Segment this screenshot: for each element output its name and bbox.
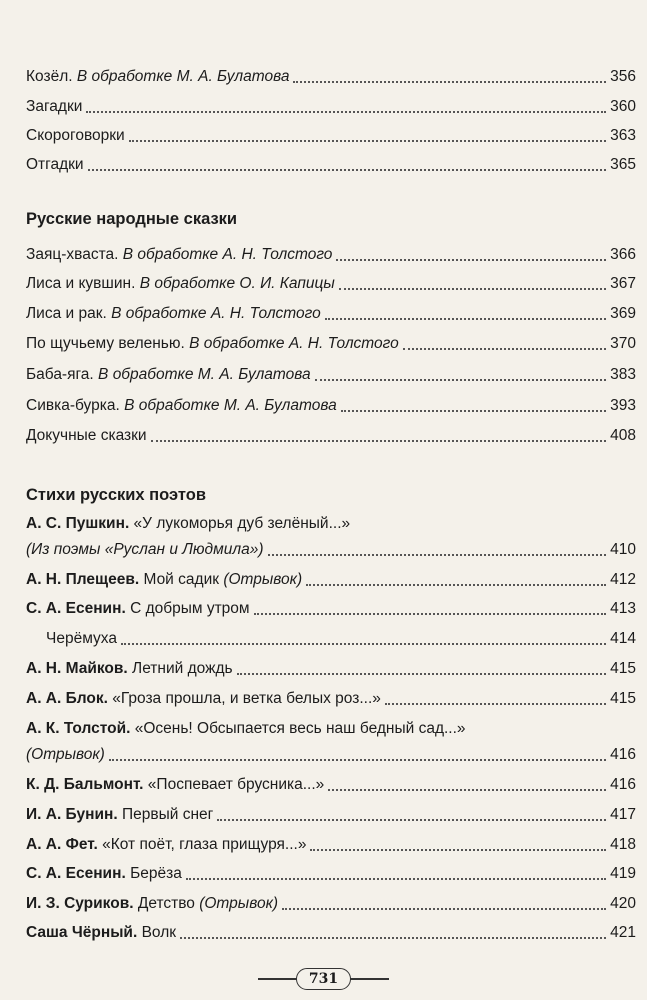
- page-number: 408: [610, 427, 636, 444]
- entry-adaptation: В обработке А. Н. Толстого: [189, 335, 399, 352]
- dot-leader: [339, 288, 606, 290]
- page-number: 415: [610, 690, 636, 707]
- toc-entry-continuation: [26, 745, 636, 765]
- dot-leader: [341, 410, 606, 412]
- entry-title: Заяц-хваста.: [26, 246, 123, 263]
- entry-adaptation: В обработке М. А. Булатова: [98, 366, 311, 383]
- entry-title: «Гроза прошла, и ветка белых роз...»: [107, 690, 381, 707]
- entry-title: Отгадки: [26, 156, 84, 173]
- page-number: 370: [610, 335, 636, 352]
- entry-title: «Кот поёт, глаза прищуря...»: [97, 836, 307, 853]
- dot-leader: [385, 703, 606, 705]
- page-number: 419: [610, 865, 636, 882]
- toc-entry: [26, 864, 636, 884]
- dot-leader: [403, 348, 606, 350]
- dot-leader: [336, 259, 606, 261]
- entry-title: Докучные сказки: [26, 427, 147, 444]
- dot-leader: [217, 819, 606, 821]
- page-number: 360: [610, 98, 636, 115]
- page-number: 393: [610, 397, 636, 414]
- entry-note: (Отрывок): [26, 746, 105, 763]
- toc-entry: [26, 97, 636, 117]
- page-number: 367: [610, 275, 636, 292]
- page-number: 410: [610, 541, 636, 558]
- dot-leader: [88, 169, 607, 171]
- entry-adaptation: В обработке А. Н. Толстого: [122, 246, 333, 263]
- entry-title: «Поспевает брусника...»: [143, 776, 325, 793]
- toc-entry: [26, 719, 636, 739]
- page-number: 356: [610, 68, 636, 85]
- page-folio: [0, 968, 647, 990]
- toc-entry: [26, 334, 636, 354]
- entry-title: Баба-яга.: [26, 366, 99, 383]
- toc-entry: [26, 894, 636, 914]
- entry-source: (Из поэмы «Руслан и Людмила»): [26, 541, 264, 558]
- page-number: 417: [610, 806, 636, 823]
- page-number: 415: [610, 660, 636, 677]
- page-number: 421: [610, 924, 636, 941]
- entry-author: А. А. Фет.: [26, 836, 98, 853]
- entry-title: По щучьему веленью.: [26, 335, 190, 352]
- entry-title: С добрым утром: [125, 600, 250, 617]
- entry-author: С. А. Есенин.: [26, 865, 126, 882]
- entry-author: А. Н. Плещеев.: [26, 571, 140, 588]
- page-number: 416: [610, 746, 636, 763]
- dot-leader: [121, 643, 606, 645]
- page-number: 365: [610, 156, 636, 173]
- folio-number: 731: [296, 968, 351, 990]
- entry-author: С. А. Есенин.: [26, 600, 126, 617]
- dot-leader: [237, 673, 607, 675]
- entry-author: А. А. Блок.: [26, 690, 108, 707]
- page-number: 412: [610, 571, 636, 588]
- entry-title: Волк: [137, 924, 177, 941]
- entry-author: А. К. Толстой.: [26, 720, 131, 737]
- dot-leader: [325, 318, 606, 320]
- toc-entry: [26, 599, 636, 619]
- entry-title: Лиса и рак.: [26, 305, 112, 322]
- page-number: 416: [610, 776, 636, 793]
- toc-entry: [26, 155, 636, 175]
- page-number: 369: [610, 305, 636, 322]
- dot-leader: [254, 613, 607, 615]
- toc-entry: [26, 805, 636, 825]
- page-number: 363: [610, 127, 636, 144]
- toc-entry: [26, 67, 636, 87]
- toc-entry: [26, 126, 636, 146]
- entry-author: И. А. Бунин.: [26, 806, 118, 823]
- section-heading: Русские народные сказки: [26, 210, 238, 228]
- toc-entry: [46, 629, 636, 649]
- entry-title: Детство: [133, 895, 200, 912]
- entry-note: (Отрывок): [199, 895, 279, 912]
- toc-entry: [26, 689, 636, 709]
- dot-leader: [86, 111, 606, 113]
- toc-entry: [26, 570, 636, 590]
- toc-entry: [26, 514, 636, 534]
- page-number: 413: [610, 600, 636, 617]
- dot-leader: [186, 878, 606, 880]
- entry-note: (Отрывок): [223, 571, 303, 588]
- entry-adaptation: В обработке О. И. Капицы: [139, 275, 335, 292]
- entry-author: А. С. Пушкин.: [26, 515, 130, 532]
- page-number: 414: [610, 630, 636, 647]
- entry-author: Саша Чёрный.: [26, 924, 138, 941]
- toc-entry: [26, 659, 636, 679]
- dot-leader: [293, 81, 606, 83]
- entry-author: И. З. Суриков.: [26, 895, 134, 912]
- entry-title: Берёза: [125, 865, 182, 882]
- dot-leader: [282, 908, 606, 910]
- toc-entry: [26, 245, 636, 265]
- toc-entry: [26, 835, 636, 855]
- entry-title: Черёмуха: [46, 630, 117, 647]
- dot-leader: [328, 789, 606, 791]
- page-number: 418: [610, 836, 636, 853]
- entry-title: Козёл.: [26, 68, 77, 85]
- entry-adaptation: В обработке М. А. Булатова: [124, 397, 337, 414]
- entry-title: Мой садик: [139, 571, 224, 588]
- toc-entry: [26, 365, 636, 385]
- entry-title: «Осень! Обсыпается весь наш бедный сад...»: [130, 720, 466, 737]
- entry-title: «У лукоморья дуб зелёный...»: [129, 515, 351, 532]
- toc-entry: [26, 396, 636, 416]
- entry-title: Лиса и кувшин.: [26, 275, 140, 292]
- toc-entry: [26, 923, 636, 943]
- entry-author: К. Д. Бальмонт.: [26, 776, 144, 793]
- dot-leader: [129, 140, 606, 142]
- section-heading: Стихи русских поэтов: [26, 486, 206, 504]
- dot-leader: [315, 379, 606, 381]
- entry-adaptation: В обработке А. Н. Толстого: [111, 305, 321, 322]
- toc-entry-continuation: [26, 540, 636, 560]
- entry-title: Летний дождь: [127, 660, 233, 677]
- entry-adaptation: В обработке М. А. Булатова: [76, 68, 290, 85]
- toc-entry: [26, 274, 636, 294]
- page-number: 366: [610, 246, 636, 263]
- dot-leader: [180, 937, 606, 939]
- page-number: 420: [610, 895, 636, 912]
- entry-title: Скороговорки: [26, 127, 125, 144]
- dot-leader: [109, 759, 606, 761]
- toc-entry: [26, 775, 636, 795]
- toc-entry: [26, 426, 636, 446]
- dot-leader: [268, 554, 607, 556]
- entry-title: Первый снег: [117, 806, 214, 823]
- toc-entry: [26, 304, 636, 324]
- dot-leader: [151, 440, 607, 442]
- dot-leader: [306, 584, 606, 586]
- entry-title: Загадки: [26, 98, 83, 115]
- dot-leader: [310, 849, 606, 851]
- page-number: 383: [610, 366, 636, 383]
- entry-author: А. Н. Майков.: [26, 660, 128, 677]
- entry-title: Сивка-бурка.: [26, 397, 125, 414]
